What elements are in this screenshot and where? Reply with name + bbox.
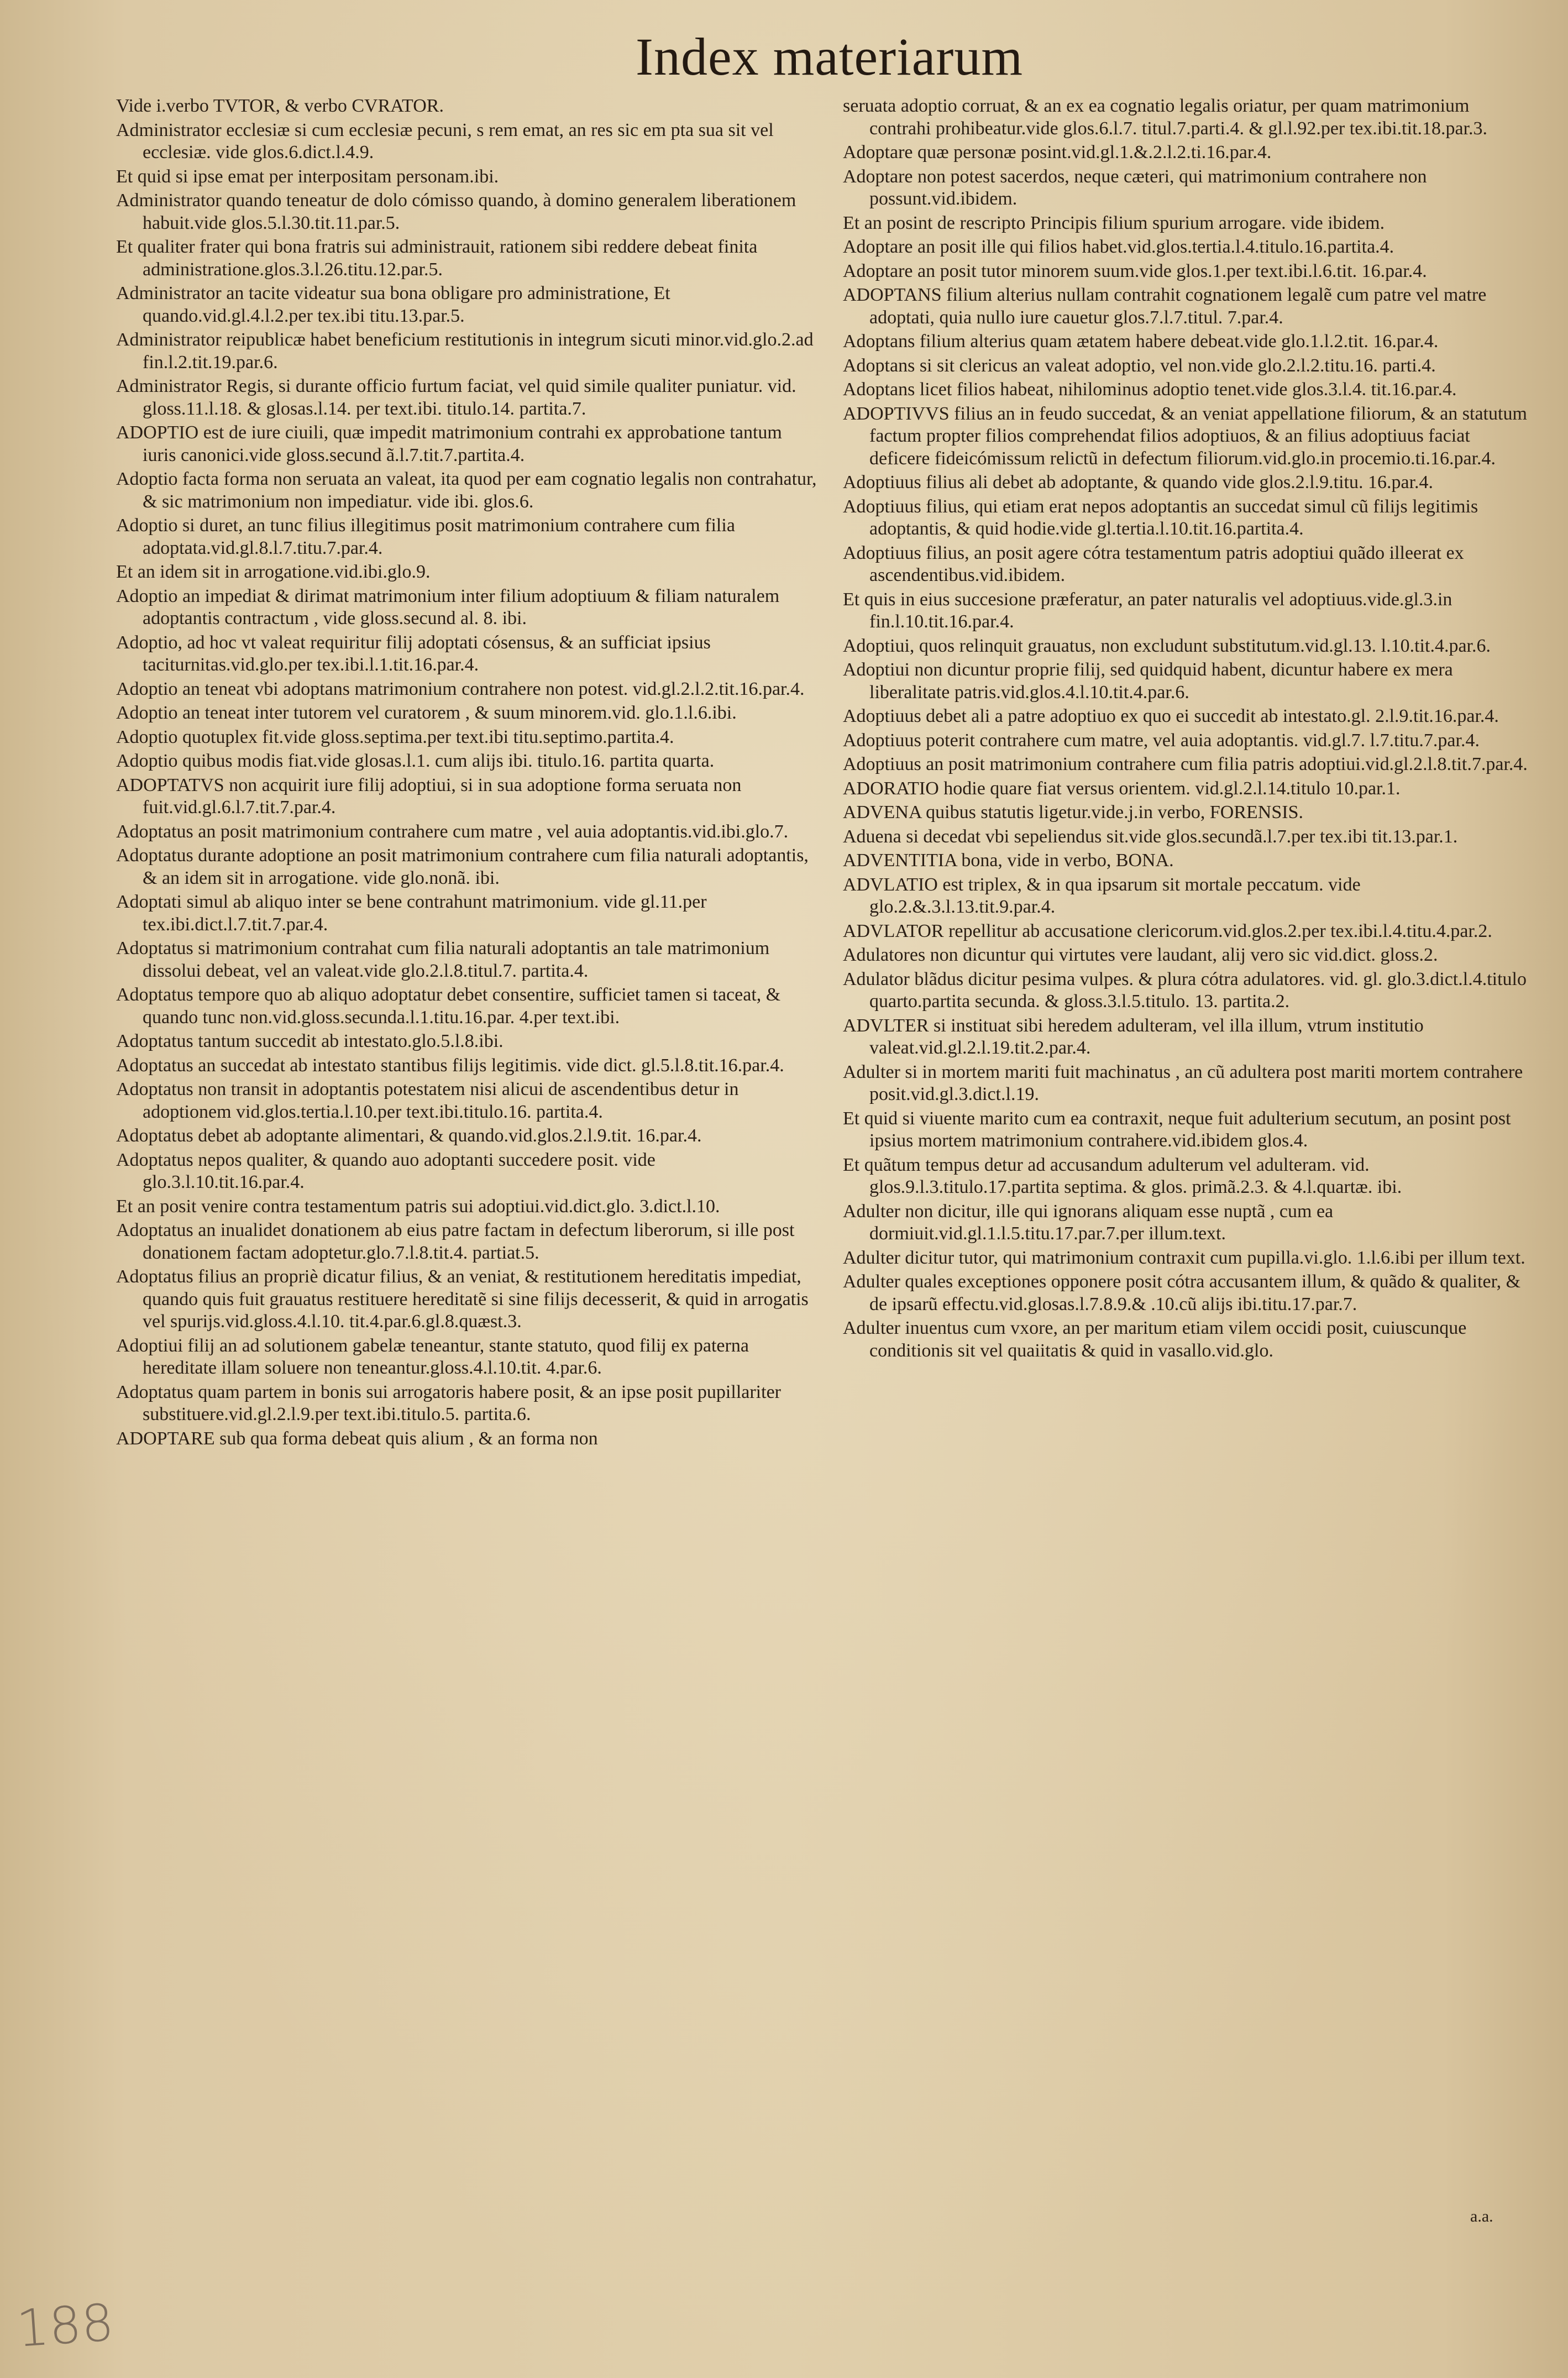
index-entry: Adulator blãdus dicitur pesima vulpes. & plura cótra adulatores. vid. gl. glo.3.dict.l.4.titulo quarto.partita secunda. & gloss.3.l.5.titulo. 13. partita.2. [843,968,1527,1012]
index-entry: Et an posit venire contra testamentum patris sui adoptiui.vid.dict.glo. 3.dict.l.10. [116,1196,720,1217]
index-entry: Aduena si decedat vbi sepeliendus sit.vide glos.secundã.l.7.per tex.ibi tit.13.par.1. [843,826,1458,847]
index-entry: Adoptio an teneat inter tutorem vel curatorem , & suum minorem.vid. glo.1.l.6.ibi. [116,703,737,723]
index-entry: ADOPTANS filium alterius nullam contrahit cognationem legalẽ cum patre vel matre adoptati, quia nullo iure cauetur glos.7.l.7.titul. 7.par.4. [843,285,1487,328]
index-entry: Adoptatus si matrimonium contrahat cum filia naturali adoptantis an tale matrimonium dissolui debeat, vel an valeat.vide glo.2.l.8.titul.7. partita.4. [116,938,770,981]
index-entry: Adoptare quæ personæ posint.vid.gl.1.&.2.l.2.ti.16.par.4. [843,142,1272,163]
index-entry: Adoptatus debet ab adoptante alimentari, & quando.vid.glos.2.l.9.tit. 16.par.4. [116,1125,702,1146]
index-entry: Et quid si viuente marito cum ea contraxit, neque fuit adulterium secutum, an posint post ipsius mortem matrimonium contrahere.vid.ibidem glos.4. [843,1108,1511,1151]
index-entry: Adoptatus tantum succedit ab intestato.glo.5.l.8.ibi. [116,1031,504,1051]
index-entry: ADOPTATVS non acquirit iure filij adoptiui, si in sua adoptione forma seruata non fuit.vid.gl.6.l.7.tit.7.par.4. [116,774,742,818]
index-entry: Adoptio an teneat vbi adoptans matrimonium contrahere non potest. vid.gl.2.l.2.tit.16.par.4. [116,678,805,699]
index-entry: ADOPTARE sub qua forma debeat quis alium , & an forma non [116,1428,598,1449]
index-entry: ADVLTER si instituat sibi heredem adulteram, vel illa illum, vtrum institutio valeat.vid.gl.2.l.19.tit.2.par.4. [843,1015,1424,1058]
index-entry: Administrator an tacite videatur sua bona obligare pro administratione, Et quando.vid.gl.4.l.2.per tex.ibi titu.13.par.5. [116,283,670,326]
index-entry: Adoptatus durante adoptione an posit matrimonium contrahere cum filia naturali adoptantis, & an idem sit in arrogatione. vide glo.nonã. ibi. [116,845,809,888]
index-entry: Adoptio, ad hoc vt valeat requiritur filij adoptati cósensus, & an sufficiat ipsius taciturnitas.vid.glo.per tex.ibi.l.1.tit.16.par.4. [116,632,711,675]
index-entry: Adoptiuus filius, an posit agere cótra testamentum patris adoptiui quãdo illeerat ex ascendentibus.vid.ibidem. [843,542,1464,585]
index-entry: Administrator ecclesiæ si cum ecclesiæ pecuni, s rem emat, an res sic em pta sua sit vel ecclesiæ. vide glos.6.dict.l.4.9. [116,119,774,163]
index-entry: ADOPTIO est de iure ciuili, quæ impedit matrimonium contrahi ex approbatione tantum iuris canonici.vide gloss.secund ã.l.7.tit.7.partita.4. [116,422,782,465]
index-entry: Et quid si ipse emat per interpositam personam.ibi. [116,166,499,187]
index-entry: Adoptiui non dicuntur proprie filij, sed quidquid habent, dicuntur habere ex mera liberalitate patris.vid.glos.4.l.10.tit.4.par.6. [843,659,1453,703]
index-entry: Et an posint de rescripto Principis filium spurium arrogare. vide ibidem. [843,212,1385,233]
index-entry: Adoptatus an succedat ab intestato stantibus filijs legitimis. vide dict. gl.5.l.8.tit.16.par.4. [116,1055,784,1076]
index-entry: ADVENA quibus statutis ligetur.vide.j.in verbo, FORENSIS. [843,802,1303,823]
catchword: a.a. [1470,2207,1493,2225]
index-entry: Et quis in eius succesione præferatur, an pater naturalis vel adoptiuus.vide.gl.3.in fin.l.10.tit.16.par.4. [843,589,1452,632]
index-entry: Adoptio facta forma non seruata an valeat, ita quod per eam cognatio legalis non contrahatur, & sic matrimonium non impediatur. vide ibi. glos.6. [116,469,817,512]
index-entry: Adulter dicitur tutor, qui matrimonium contraxit cum pupilla.vi.glo. 1.l.6.ibi per illum text. [843,1247,1525,1268]
index-entry: Adulter si in mortem mariti fuit machinatus , an cũ adultera post mariti mortem contrahere posit.vid.gl.3.dict.l.19. [843,1061,1523,1104]
index-entry: Adoptiuus poterit contrahere cum matre, vel auia adoptantis. vid.gl.7. l.7.titu.7.par.4. [843,730,1480,751]
index-entry: Adoptare an posit ille qui filios habet.vid.glos.tertia.l.4.titulo.16.partita.4. [843,237,1394,257]
index-entry: Et an idem sit in arrogatione.vid.ibi.glo.9. [116,562,431,582]
index-entry: ADORATIO hodie quare fiat versus orientem. vid.gl.2.l.14.titulo 10.par.1. [843,778,1401,799]
index-entry: Adoptiuus debet ali a patre adoptiuo ex quo ei succedit ab intestato.gl. 2.l.9.tit.16.par.4. [843,706,1499,726]
index-entry: Adoptans filium alterius quam ætatem habere debeat.vide glo.1.l.2.tit. 16.par.4. [843,331,1439,352]
index-entry: Et qualiter frater qui bona fratris sui administrauit, rationem sibi reddere debeat finita administratione.glos.3.l.26.titu.12.par.5. [116,237,758,280]
index-entry: Adoptiuus filius, qui etiam erat nepos adoptantis an succedat simul cũ filijs legitimis adoptantis, & quid hodie.vide gl.tertia.l.10.tit.16.partita.4. [843,496,1478,539]
index-column-left [116,95,818,2229]
index-entry: Adoptatus filius an propriè dicatur filius, & an veniat, & restitutionem hereditatis impediat, quando quis fuit grauatus restituere hereditatẽ si sine filijs decesserit, & quid in arrogatis vel spurijs.vid.gloss.4.l.10. tit.4.par.6.gl.8.quæst.3. [116,1266,809,1332]
index-entry: Adoptans si sit clericus an valeat adoptio, vel non.vide glo.2.l.2.titu.16. parti.4. [843,355,1436,376]
index-entry: Adoptare non potest sacerdos, neque cæteri, qui matrimonium contrahere non possunt.vid.ibidem. [843,166,1427,209]
index-entry: seruata adoptio corruat, & an ex ea cognatio legalis oriatur, per quam matrimonium contrahi prohibeatur.vide glos.6.l.7. titul.7.parti.4. & gl.l.92.per tex.ibi.tit.18.par.3. [843,96,1488,139]
index-entry: Adoptiui filij an ad solutionem gabelæ teneantur, stante statuto, quod filij ex paterna hereditate illam soluere non teneantur.gloss.4.l.10.tit. 4.par.6. [116,1335,749,1378]
index-entry: Vide i.verbo TVTOR, & verbo CVRATOR. [116,96,444,116]
index-entry: Adoptatus tempore quo ab aliquo adoptatur debet consentire, sufficiet tamen si taceat, & quando tunc non.vid.gloss.secunda.l.1.titu.16.par. 4.per text.ibi. [116,984,781,1028]
index-entry: ADVLATOR repellitur ab accusatione clericorum.vid.glos.2.per tex.ibi.l.4.titu.4.par.2. [843,920,1492,941]
index-entry: Adoptans licet filios habeat, nihilominus adoptio tenet.vide glos.3.l.4. tit.16.par.4. [843,379,1457,400]
index-entry: Adoptatus an inualidet donationem ab eius patre factam in defectum liberorum, si ille post donationem factam adoptetur.glo.7.l.8.tit.4. partiat.5. [116,1220,795,1263]
index-entry: Adulter quales exceptiones opponere posit cótra accusantem illum, & quãdo & qualiter, & de ipsarũ effectu.vid.glosas.l.7.8.9.& .10.cũ alijs ibi.titu.17.par.7. [843,1271,1521,1314]
index-entry: Et quãtum tempus detur ad accusandum adulterum vel adulteram. vid. glos.9.l.3.titulo.17.partita septima. & glos. primã.2.3. & 4.l.quartæ. ibi. [843,1154,1402,1197]
index-entry: Adoptatus nepos qualiter, & quando auo adoptanti succedere posit. vide glo.3.l.10.tit.16.par.4. [116,1149,655,1192]
index-entry: ADVENTITIA bona, vide in verbo, BONA. [843,850,1174,871]
index-entry: Adoptio an impediat & dirimat matrimonium inter filium adoptiuum & filiam naturalem adoptantis contractum , vide gloss.secund al. 8. ibi. [116,585,780,628]
index-entry: Administrator quando teneatur de dolo cómisso quando, à domino generalem liberationem habuit.vide glos.5.l.30.tit.11.par.5. [116,190,796,233]
index-entry: Adoptio quotuplex fit.vide gloss.septima.per text.ibi titu.septimo.partita.4. [116,726,674,747]
index-entry: Adulter non dicitur, ille qui ignorans aliquam esse nuptã , cum ea dormiuit.vid.gl.1.l.5.titu.17.par.7.per illum.text. [843,1201,1334,1244]
index-entry: ADOPTIVVS filius an in feudo succedat, & an veniat appellatione filiorum, & an statutum factum propter filios comprehendat filios adoptiuos, & an filius adoptiuus faciat deficere fideicómissum relictũ in defectum filiorum.vid.glo.in procemio.ti.16.par.4. [843,403,1527,469]
index-entry: Adoptio quibus modis fiat.vide glosas.l.1. cum alijs ibi. titulo.16. partita quarta. [116,751,715,771]
index-column-right [843,95,1534,2229]
index-entry: Adulter inuentus cum vxore, an per maritum etiam vilem occidi posit, cuiuscunque conditionis sit vel quaiitatis & quid in vasallo.vid.glo. [843,1318,1467,1361]
index-entry: Adulatores non dicuntur qui virtutes vere laudant, alij vero sic vid.dict. gloss.2. [843,945,1438,965]
index-entry: Administrator reipublicæ habet beneficium restitutionis in integrum sicuti minor.vid.glo.2.ad fin.l.2.tit.19.par.6. [116,329,814,373]
index-entry: Adoptio si duret, an tunc filius illegitimus posit matrimonium contrahere cum filia adoptata.vid.gl.8.l.7.titu.7.par.4. [116,515,735,558]
index-entry: Adoptati simul ab aliquo inter se bene contrahunt matrimonium. vide gl.11.per tex.ibi.dict.l.7.tit.7.par.4. [116,892,707,935]
index-entry: Adoptatus an posit matrimonium contrahere cum matre , vel auia adoptantis.vid.ibi.glo.7. [116,821,789,842]
index-entry: Adoptatus quam partem in bonis sui arrogatoris habere posit, & an ipse posit pupillariter substituere.vid.gl.2.l.9.per text.ibi.titulo.5. partita.6. [116,1381,781,1424]
page-title: Index materiarum [636,27,1024,86]
index-entry: ADVLATIO est triplex, & in qua ipsarum sit mortale peccatum. vide glo.2.&.3.l.13.tit.9.par.4. [843,874,1361,917]
index-entry: Adoptare an posit tutor minorem suum.vide glos.1.per text.ibi.l.6.tit. 16.par.4. [843,260,1427,281]
index-entry: Adoptiuus an posit matrimonium contrahere cum filia patris adoptiui.vid.gl.2.l.8.tit.7.par.4. [843,754,1528,774]
handwritten-folio-number: 188 [14,2292,116,2359]
index-entry: Administrator Regis, si durante officio furtum faciat, vel quid simile qualiter puniatur. vid. gloss.11.l.18. & glosas.l.14. per text.ibi. titulo.14. partita.7. [116,376,796,419]
index-entry: Adoptatus non transit in adoptantis potestatem nisi alicui de ascendentibus detur in adoptionem vid.glos.tertia.l.10.per text.ibi.titulo.16. partita.4. [116,1079,739,1122]
index-entry: Adoptiui, quos relinquit grauatus, non excludunt substitutum.vid.gl.13. l.10.tit.4.par.6. [843,635,1491,656]
index-entry: Adoptiuus filius ali debet ab adoptante, & quando vide glos.2.l.9.titu. 16.par.4. [843,472,1434,493]
